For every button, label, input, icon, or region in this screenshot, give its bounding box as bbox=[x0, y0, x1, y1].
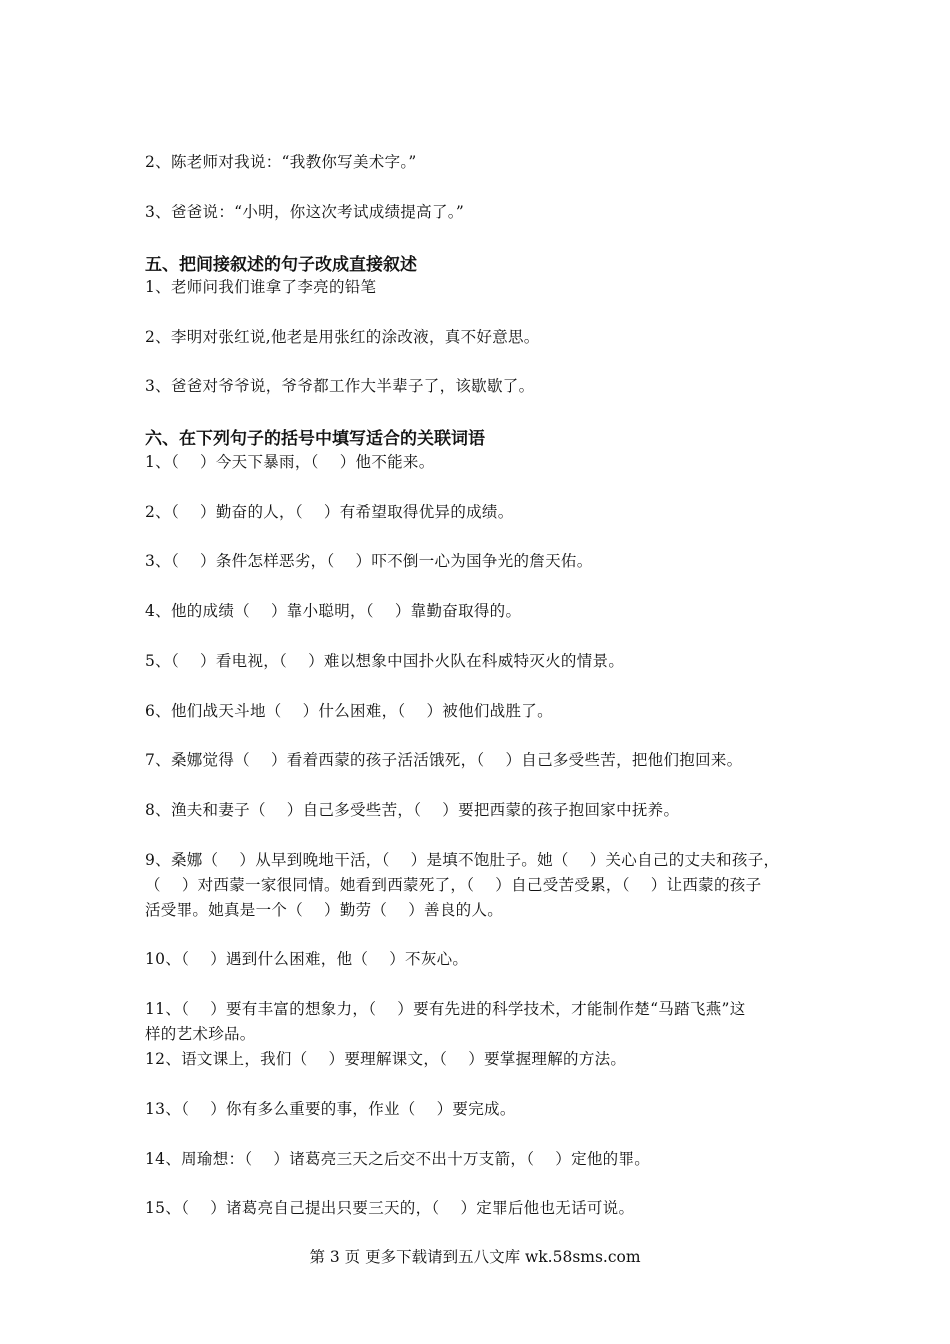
question-line: 7、桑娜觉得（ ）看着西蒙的孩子活活饿死，（ ）自己多受些苦，把他们抱回来。 bbox=[145, 751, 743, 769]
question-line: 3、爸爸说：“小明，你这次考试成绩提高了。” bbox=[145, 203, 465, 221]
question-line: 1、（ ）今天下暴雨，（ ）他不能来。 bbox=[145, 453, 435, 471]
question-line: 5、（ ）看电视，（ ）难以想象中国扑火队在科威特灭火的情景。 bbox=[145, 652, 625, 670]
question-line: 8、渔夫和妻子（ ）自己多受些苦，（ ）要把西蒙的孩子抱回家中抚养。 bbox=[145, 801, 680, 819]
question-line: 2、李明对张红说,他老是用张红的涂改液，真不好意思。 bbox=[145, 328, 540, 346]
question-line: 3、（ ）条件怎样恶劣，（ ）吓不倒一心为国争光的詹天佑。 bbox=[145, 552, 593, 570]
question-line: 4、他的成绩（ ）靠小聪明，（ ）靠勤奋取得的。 bbox=[145, 602, 522, 620]
question-line: 12、语文课上，我们（ ）要理解课文，（ ）要掌握理解的方法。 bbox=[145, 1050, 627, 1068]
question-line: 15、（ ）诸葛亮自己提出只要三天的，（ ）定罪后他也无话可说。 bbox=[145, 1199, 635, 1217]
section-heading: 六、在下列句子的括号中填写适合的关联词语 bbox=[145, 429, 485, 449]
question-line: 3、爸爸对爷爷说，爷爷都工作大半辈子了，该歇歇了。 bbox=[145, 377, 535, 395]
page-footer: 第 3 页 更多下载请到五八文库 wk.58sms.com bbox=[309, 1248, 641, 1266]
question-line: 9、桑娜（ ）从早到晚地干活，（ ）是填不饱肚子。她（ ）关心自己的丈夫和孩子， bbox=[145, 851, 780, 869]
question-line: 1、老师问我们谁拿了李亮的铅笔 bbox=[145, 278, 377, 296]
question-line: 2、（ ）勤奋的人，（ ）有希望取得优异的成绩。 bbox=[145, 503, 514, 521]
section-heading: 五、把间接叙述的句子改成直接叙述 bbox=[145, 255, 417, 275]
question-line: 10、（ ）遇到什么困难，他（ ）不灰心。 bbox=[145, 950, 469, 968]
question-line: 2、陈老师对我说：“我教你写美术字。” bbox=[145, 153, 417, 171]
question-line: 13、（ ）你有多么重要的事，作业（ ）要完成。 bbox=[145, 1100, 516, 1118]
question-line: 14、周瑜想：（ ）诸葛亮三天之后交不出十万支箭，（ ）定他的罪。 bbox=[145, 1150, 651, 1168]
question-line: 样的艺术珍品。 bbox=[145, 1025, 256, 1043]
question-line: 6、他们战天斗地（ ）什么困难，（ ）被他们战胜了。 bbox=[145, 702, 553, 720]
question-line: 活受罪。她真是一个（ ）勤劳（ ）善良的人。 bbox=[145, 901, 504, 919]
question-line: （ ）对西蒙一家很同情。她看到西蒙死了，（ ）自己受苦受累，（ ）让西蒙的孩子 bbox=[145, 876, 762, 894]
question-line: 11、（ ）要有丰富的想象力，（ ）要有先进的科学技术，才能制作楚“马踏飞燕”这 bbox=[145, 1000, 746, 1018]
